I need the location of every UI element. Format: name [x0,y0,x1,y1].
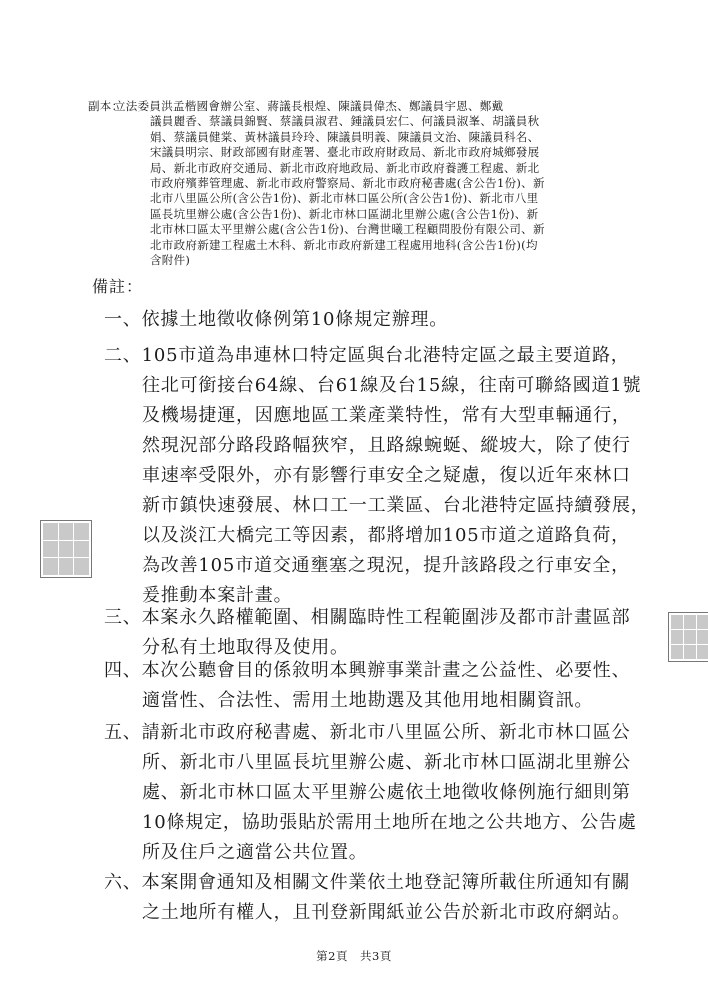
remark-item-2-line: 車速率受限外，亦有影響行車安全之疑慮，復以近年來林口 [142,465,631,486]
remarks-label: 備註： [92,277,144,296]
remark-item-4: 四、本次公聽會目的係敘明本興辦事業計畫之公益性、必要性、 [104,660,631,681]
page-number: 第2頁 [316,949,348,963]
cc-line: 市政府殯葬管理處、新北市政府警察局、新北市政府秘書處(含公告1份)、新 [150,176,545,190]
remark-item-5-line: 10條規定，協助張貼於需用土地所在地之公共地方、公告處 [142,812,637,833]
cc-line: 北市政府新建工程處土木科、新北市政府新建工程處用地科(含公告1份)(均 [150,237,538,252]
remark-item-1: 一、依據土地徵收條例第10條規定辦理。 [104,309,449,330]
remark-item-2-line: 往北可銜接台64線、台61線及台15線，往南可聯絡國道1號 [142,375,642,396]
remark-item-5: 五、請新北市政府秘書處、新北市八里區公所、新北市林口區公 [104,722,631,743]
remark-item-6-line: 之土地所有權人，且刊登新聞紙並公告於新北市政府網站。 [142,902,631,923]
cc-line: 宋議員明宗、財政部國有財產署、臺北市政府財政局、新北市政府城鄉發展 [150,145,540,160]
page-footer [0,948,708,964]
cc-line: 立法委員洪孟楷國會辦公室、蔣議長根煌、陳議員偉杰、鄭議員宇恩、鄭戴 [114,99,504,113]
cc-line: 娟、蔡議員健棠、黃林議員玲玲、陳議員明義、陳議員文治、陳議員科名、 [150,129,540,144]
remark-item-5-line: 所及住戶之適當公共位置。 [142,842,368,863]
cc-label: 副本： [88,99,124,113]
cc-line: 北市八里區公所(含公告1份)、新北市林口區公所(含公告1份)、新北市八里 [150,191,539,206]
remark-item-5-line: 所、新北市八里區長坑里辦公處、新北市林口區湖北里辦公 [142,752,631,773]
remark-item-2-line: 及機場捷運，因應地區工業產業特性，常有大型車輛通行， [142,405,631,426]
remark-item-2-line: 然現況部分路段路幅狹窄，且路線蜿蜒、縱坡大，除了使行 [142,435,631,456]
remark-item-3-line: 分私有土地取得及使用。 [142,637,349,658]
remark-item-2: 二、105市道為串連林口特定區與台北港特定區之最主要道路， [104,345,630,366]
remark-item-2-line: 爰推動本案計畫。 [142,585,293,606]
remark-item-5-line: 處、新北市林口區太平里辦公處依土地徵收條例施行細則第 [142,782,631,803]
cc-line: 區長坑里辦公處(含公告1份)、新北市林口區湖北里辦公處(含公告1份)、新 [150,206,539,221]
cc-line: 北市林口區太平里辦公處(含公告1份)、台灣世曦工程顧問股份有限公司、新 [150,222,545,237]
cc-line: 含附件) [150,253,191,267]
page-total: 共3頁 [360,949,392,963]
remark-item-3: 三、本案永久路權範圍、相關臨時性工程範圍涉及都市計畫區部 [104,607,631,628]
remark-item-2-line: 為改善105市道交通壅塞之現況，提升該路段之行車安全， [142,555,630,576]
binding-seal-right [668,612,708,662]
remark-item-4-line: 適當性、合法性、需用土地勘選及其他用地相關資訊。 [142,690,594,711]
remark-item-2-line: 新市鎮快速發展、林口工一工業區、台北港特定區持續發展， [142,495,650,516]
cc-line: 局、新北市政府交通局、新北市政府地政局、新北市政府養護工程處、新北 [150,160,540,175]
cc-line: 議員麗香、蔡議員錦賢、蔡議員淑君、鍾議員宏仁、何議員淑峯、胡議員秋 [150,114,540,129]
remark-item-6: 六、本案開會通知及相關文件業依土地登記簿所載住所通知有關 [104,872,631,893]
binding-seal-left [40,520,92,578]
remark-item-2-line: 以及淡江大橋完工等因素，都將增加105市道之道路負荷， [142,525,630,546]
